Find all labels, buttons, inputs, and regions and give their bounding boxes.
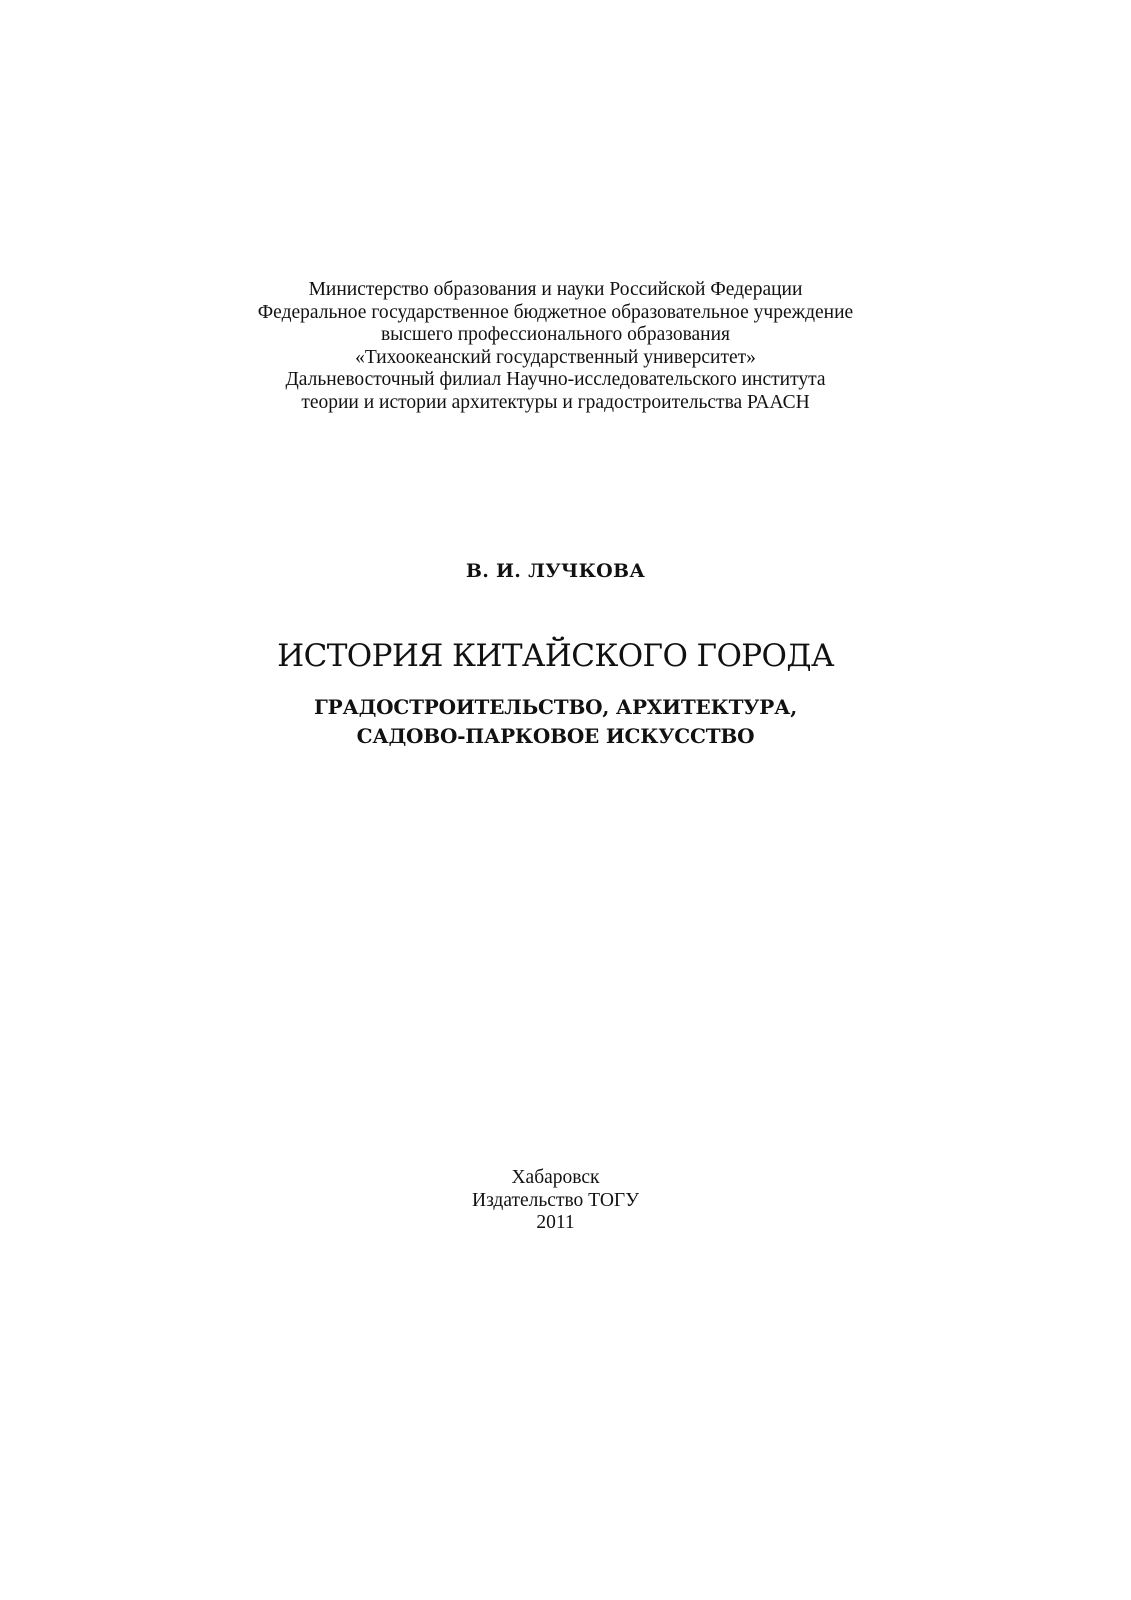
institution-line-education: высшего профессионального образования xyxy=(380,324,731,346)
institution-header xyxy=(0,279,1111,415)
imprint xyxy=(0,1167,1111,1235)
institution-line-ministry: Министерство образования и науки Российской Федерации xyxy=(308,279,803,300)
institution-line-branch: Дальневосточный филиал Научно-исследовательского института xyxy=(285,369,826,391)
institution-line-raasn: теории и истории архитектуры и градостроительства РААСН xyxy=(301,391,810,413)
book-subtitle xyxy=(0,693,1111,751)
imprint-city: Хабаровск xyxy=(511,1167,600,1188)
author-name: В. И. ЛУЧКОВА xyxy=(465,560,646,582)
subtitle-line: ГРАДОСТРОИТЕЛЬСТВО, АРХИТЕКТУРА, xyxy=(314,695,797,719)
institution-line-federal: Федеральное государственное бюджетное образовательное учреждение xyxy=(257,301,854,323)
institution-line-university: «Тихоокеанский государственный университет» xyxy=(355,346,756,368)
book-title: ИСТОРИЯ КИТАЙСКОГО ГОРОДА xyxy=(277,638,834,674)
subtitle-line: САДОВО-ПАРКОВОЕ ИСКУССТВО xyxy=(356,724,755,748)
imprint-publisher: Издательство ТОГУ xyxy=(472,1189,639,1211)
imprint-year: 2011 xyxy=(536,1212,575,1233)
